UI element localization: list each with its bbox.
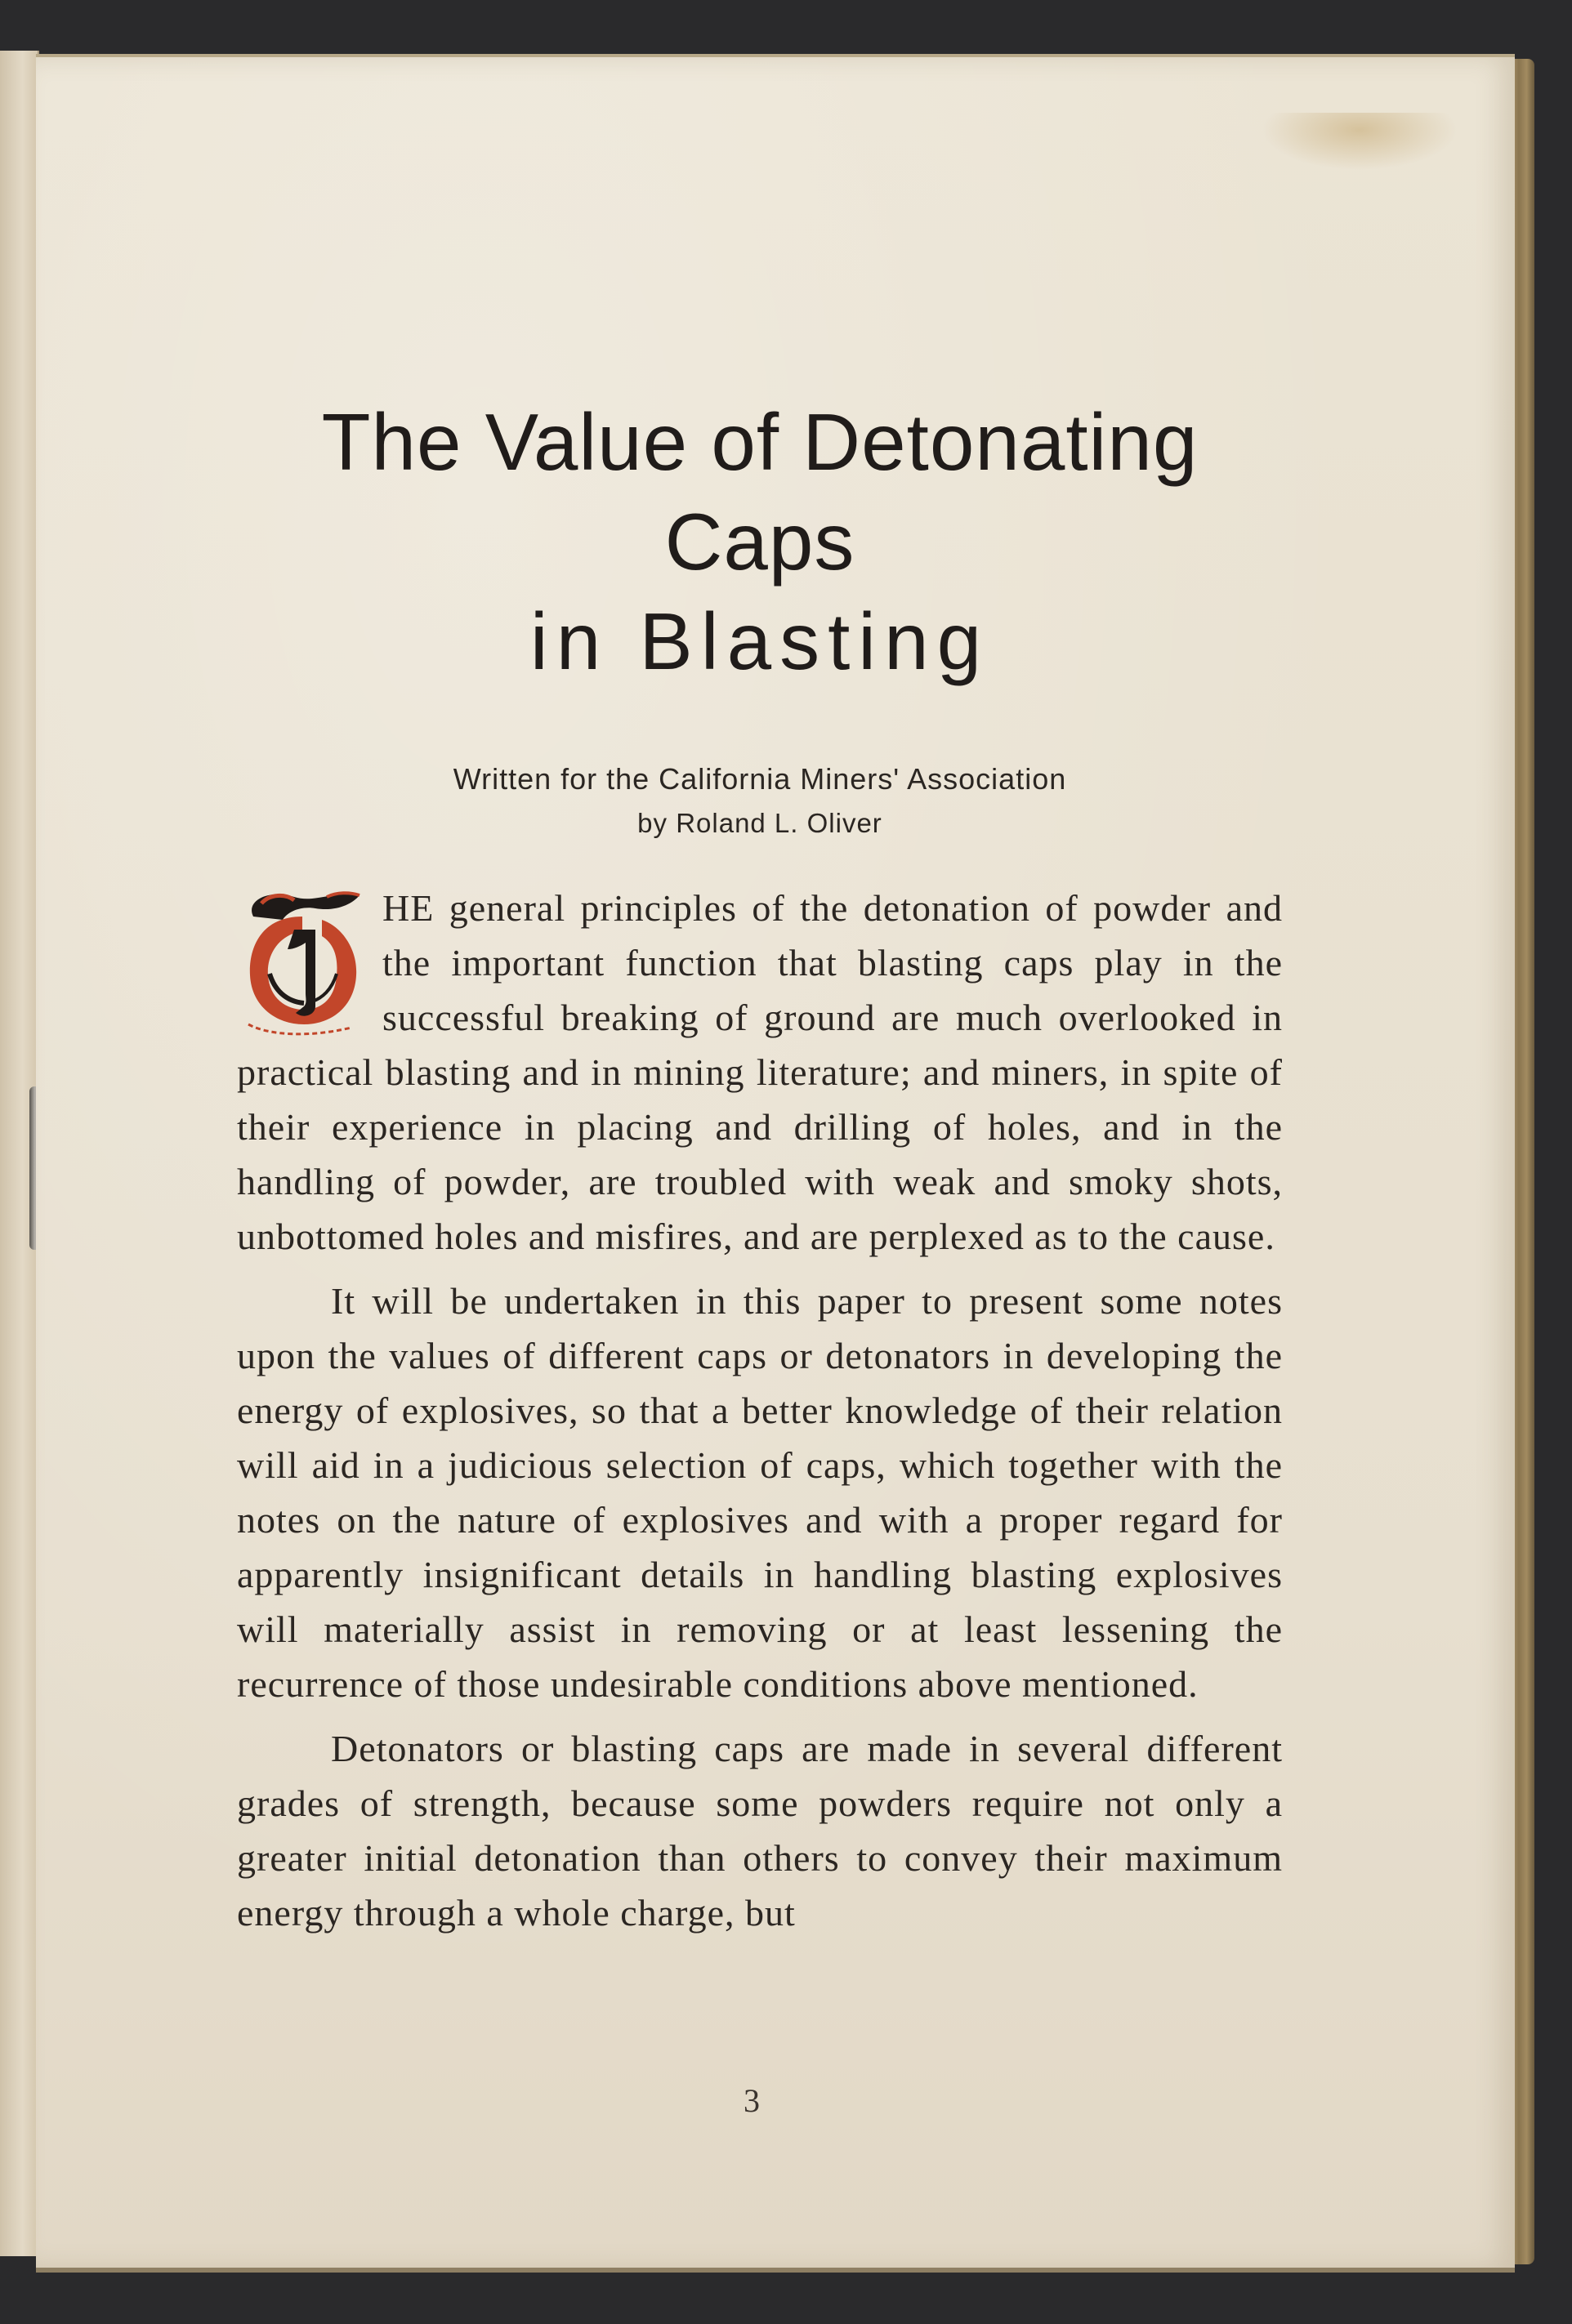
- dropcap-t-ornament: [237, 884, 368, 1037]
- page-content: [237, 392, 1283, 1950]
- paragraph-1: [237, 881, 1283, 1264]
- byline-association: Written for the California Miners' Association: [453, 762, 1067, 796]
- page-title: [237, 392, 1283, 691]
- paper-stain: [1262, 113, 1458, 170]
- page-number: 3: [744, 2082, 760, 2119]
- title-line-1: The Value of Detonating Caps: [321, 397, 1199, 587]
- paragraph-3: Detonators or blasting caps are made in several different grades of strength, because some powders require not only a greater initial detonation than others to convey their maximum energy through a whole charge, but: [237, 1728, 1283, 1934]
- paragraph-1-text: HE general principles of the detonation of powder and the important function that blasting caps play in the successful breaking of ground are much overlooked in practical blasting and in mining literature; and miners, in spite of their experience in placing and drilling of holes, and in the handling of powder, are troubled with weak and smoky shots, unbottomed holes and misfires, and are perplexed as to the cause.: [237, 887, 1283, 1257]
- body-text: [237, 881, 1283, 1940]
- byline-author: by Roland L. Oliver: [637, 808, 882, 838]
- title-line-2: in Blasting: [529, 596, 990, 686]
- byline: [237, 756, 1283, 845]
- paragraph-2: It will be undertaken in this paper to present some notes upon the values of different caps or detonators in developing the energy of explosives, so that a better knowledge of their relation will aid in a judicious selection of caps, which together with the notes on the nature of explosives and with a proper regard for apparently insignificant details in handling blasting explosives will materially assist in removing or at least lessening the recurrence of those undesirable conditions above mentioned.: [237, 1280, 1283, 1705]
